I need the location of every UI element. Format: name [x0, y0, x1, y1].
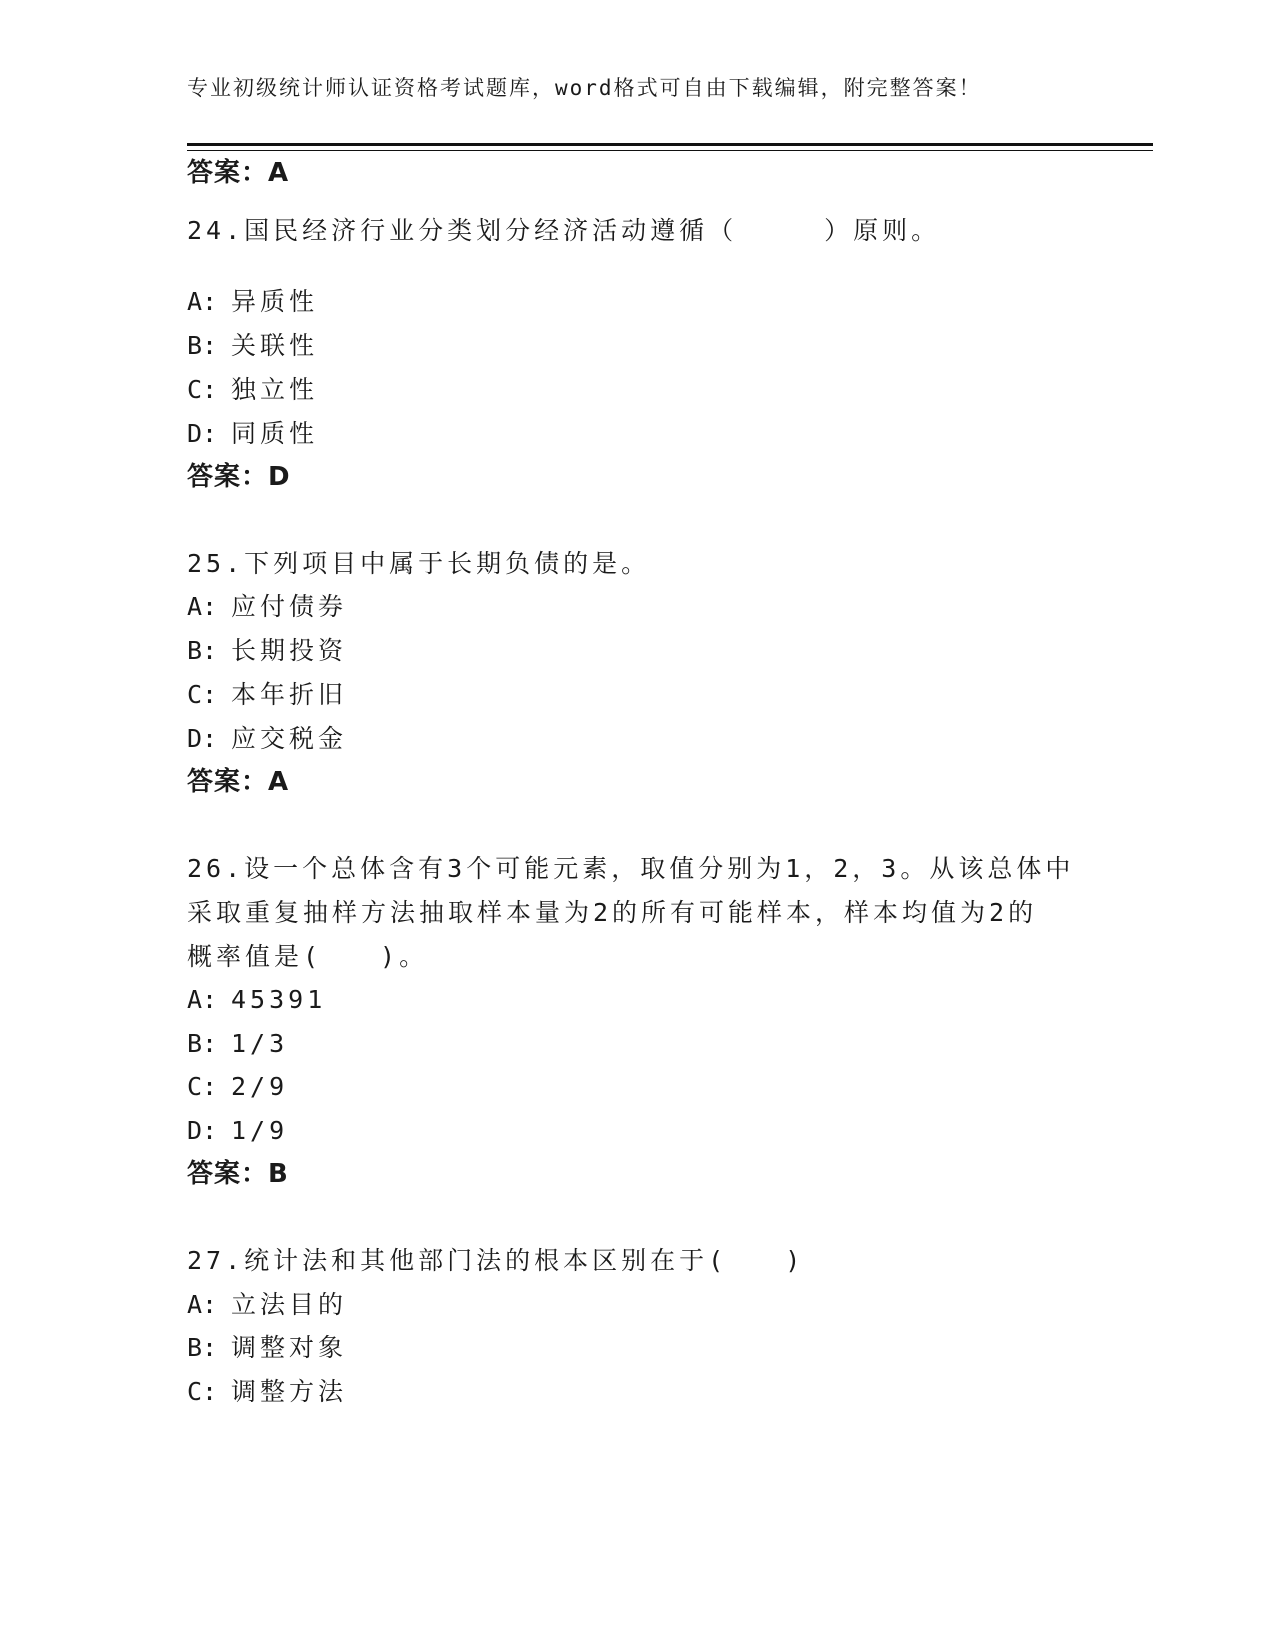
question-24-option-d — [187, 421, 318, 446]
header-rule-thin — [187, 150, 1153, 151]
question-27-option-a — [187, 1292, 347, 1317]
option-text: 立法目的 — [231, 1290, 348, 1319]
question-27-stem: 27.统计法和其他部门法的根本区别在于( ) — [187, 1246, 805, 1275]
option-text: 异质性 — [231, 287, 319, 316]
option-text: 1/9 — [231, 1116, 289, 1145]
option-text: 长期投资 — [231, 636, 348, 665]
option-text: 调整方法 — [231, 1377, 348, 1406]
question-26-stem-line-2: 采取重复抽样方法抽取样本量为2的所有可能样本，样本均值为2的 — [187, 898, 1038, 927]
header-rule-thick — [187, 143, 1153, 146]
question-24-option-a — [187, 289, 318, 314]
option-label: D: — [187, 1116, 218, 1145]
option-text: 独立性 — [231, 375, 319, 404]
answer-q25: 答案：A — [187, 767, 290, 797]
question-24-stem: 24.国民经济行业分类划分经济活动遵循（ ）原则。 — [187, 216, 941, 245]
option-label: B: — [187, 1029, 218, 1058]
question-25-option-b — [187, 638, 347, 663]
option-label: C: — [187, 1377, 218, 1406]
question-26-stem-line-1: 26.设一个总体含有3个可能元素，取值分别为1，2，3。从该总体中 — [187, 854, 1075, 883]
option-text: 45391 — [231, 985, 327, 1014]
option-text: 调整对象 — [231, 1333, 348, 1362]
page-header: 专业初级统计师认证资格考试题库，word格式可自由下载编辑，附完整答案！ — [187, 76, 982, 100]
answer-q26: 答案：B — [187, 1159, 289, 1189]
option-label: A: — [187, 287, 218, 316]
question-25-option-a — [187, 594, 347, 619]
question-26-option-a — [187, 987, 326, 1012]
option-text: 应交税金 — [231, 724, 348, 753]
option-text: 应付债券 — [231, 592, 348, 621]
option-text: 1/3 — [231, 1029, 289, 1058]
option-label: B: — [187, 636, 218, 665]
question-27-option-b — [187, 1335, 347, 1360]
question-27-option-c — [187, 1379, 347, 1404]
question-24-option-b — [187, 333, 318, 358]
question-24-option-c — [187, 377, 318, 402]
option-label: C: — [187, 1072, 218, 1101]
option-text: 关联性 — [231, 331, 319, 360]
question-25-stem: 25.下列项目中属于长期负债的是。 — [187, 549, 651, 578]
option-label: B: — [187, 331, 218, 360]
question-26-option-b — [187, 1031, 288, 1056]
question-26-option-c — [187, 1074, 288, 1099]
question-25-option-d — [187, 726, 347, 751]
option-label: D: — [187, 724, 218, 753]
question-26-option-d — [187, 1118, 288, 1143]
question-26-stem-line-3: 概率值是( )。 — [187, 942, 429, 971]
option-text: 本年折旧 — [231, 680, 348, 709]
option-text: 同质性 — [231, 419, 319, 448]
answer-q24: 答案：D — [187, 462, 291, 492]
question-25-option-c — [187, 682, 347, 707]
option-label: C: — [187, 680, 218, 709]
option-label: D: — [187, 419, 218, 448]
option-label: A: — [187, 985, 218, 1014]
option-label: C: — [187, 375, 218, 404]
option-label: B: — [187, 1333, 218, 1362]
option-label: A: — [187, 1290, 218, 1319]
answer-q23: 答案：A — [187, 158, 290, 188]
option-text: 2/9 — [231, 1072, 289, 1101]
option-label: A: — [187, 592, 218, 621]
